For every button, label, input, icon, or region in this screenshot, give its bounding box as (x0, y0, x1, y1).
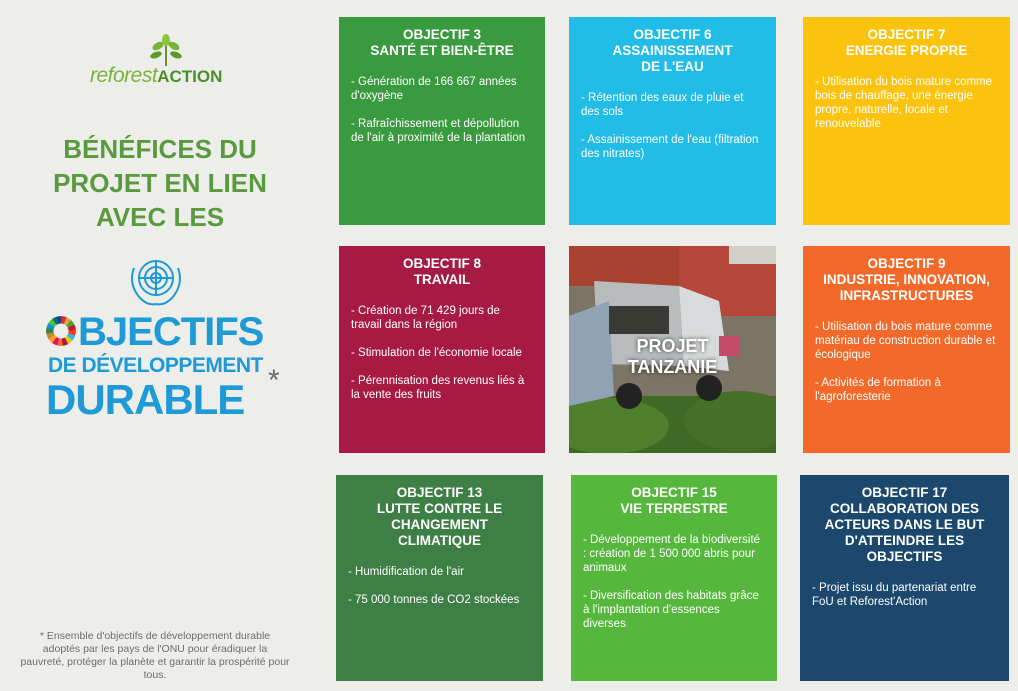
tile-item: - Activités de formation à l'agroforesterie (815, 377, 941, 403)
tile-item: - Création de 71 429 jours de travail dans la région (351, 305, 500, 331)
sdg-wordmark (46, 310, 306, 430)
tile-title: OBJECTIF 3 SANTÉ ET BIEN-ÊTRE (370, 27, 514, 58)
tile-item: - Stimulation de l'économie locale (351, 347, 522, 359)
sdg-asterisk: * (268, 364, 280, 397)
sdg-line2: DE DÉVELOPPEMENT (48, 354, 263, 377)
sdg-line3: DURABLE (46, 376, 245, 423)
tree-leaf-icon (148, 34, 184, 66)
reforestaction-logo (90, 34, 240, 90)
tile-item: - Pérennisation des revenus liés à la vente des fruits (351, 375, 525, 401)
tile-item: - Génération de 166 667 années d'oxygène (351, 76, 517, 102)
tile-objectif-17 (800, 475, 1009, 681)
tile-title: OBJECTIF 6 ASSAINISSEMENT DE L'EAU (612, 27, 733, 74)
tile-item: - Utilisation du bois mature comme matériau de construction durable et écologique (815, 321, 996, 361)
tile-title: OBJECTIF 9 INDUSTRIE, INNOVATION, INFRASTRUCTURES (823, 256, 990, 303)
tile-title: OBJECTIF 15 VIE TERRESTRE (620, 485, 728, 516)
tile-objectif-7 (803, 17, 1010, 225)
tile-objectif-6 (569, 17, 776, 225)
tile-item: - Humidification de l'air (348, 566, 464, 578)
photo-label: PROJET TANZANIE (627, 336, 718, 377)
tile-title: OBJECTIF 7 ENERGIE PROPRE (845, 27, 968, 58)
tile-item: - Diversification des habitats grâce à l'implantation d'essences diverses (583, 590, 759, 630)
tile-title: OBJECTIF 13 LUTTE CONTRE LE CHANGEMENT CLIMATIQUE (376, 485, 503, 548)
tile-objectif-3 (339, 17, 545, 225)
tile-item: - Assainissement de l'eau (filtration des nitrates) (581, 134, 759, 160)
un-emblem-icon (124, 254, 188, 310)
tile-item: - Rétention des eaux de pluie et des sols (581, 92, 744, 118)
tile-item: - Projet issu du partenariat entre FoU et Reforest'Action (812, 582, 977, 608)
sdg-wheel-icon (46, 316, 76, 346)
page-headline: BÉNÉFICES DU PROJET EN LIEN AVEC LES (53, 134, 267, 232)
tile-title: OBJECTIF 17 COLLABORATION DES ACTEURS DANS LE BUT D'ATTEINDRE LES OBJECTIFS (824, 485, 985, 564)
project-photo (569, 246, 776, 453)
tile-item: - Rafraîchissement et dépollution de l'air à proximité de la plantation (351, 118, 526, 144)
tile-objectif-8 (339, 246, 545, 453)
tile-objectif-15 (571, 475, 777, 681)
tile-objectif-13 (336, 475, 543, 681)
tile-objectif-9 (803, 246, 1010, 453)
sdg-line1: BJECTIFS (78, 310, 264, 354)
tile-title: OBJECTIF 8 TRAVAIL (402, 256, 481, 287)
tile-item: - 75 000 tonnes de CO2 stockées (348, 594, 520, 606)
tile-item: - Développement de la biodiversité : création de 1 500 000 abris pour animaux (583, 534, 761, 574)
footnote: * Ensemble d'objectifs de développement durable adoptés par les pays de l'ONU pour éradiquer la pauvreté, protéger la planète et garantir la prospérité pour tous. (20, 630, 290, 681)
brand-name: reforestACTION (90, 64, 223, 87)
tile-item: - Utilisation du bois mature comme bois de chauffage, une énergie propre, naturelle, locale et renouvelable (815, 76, 993, 130)
